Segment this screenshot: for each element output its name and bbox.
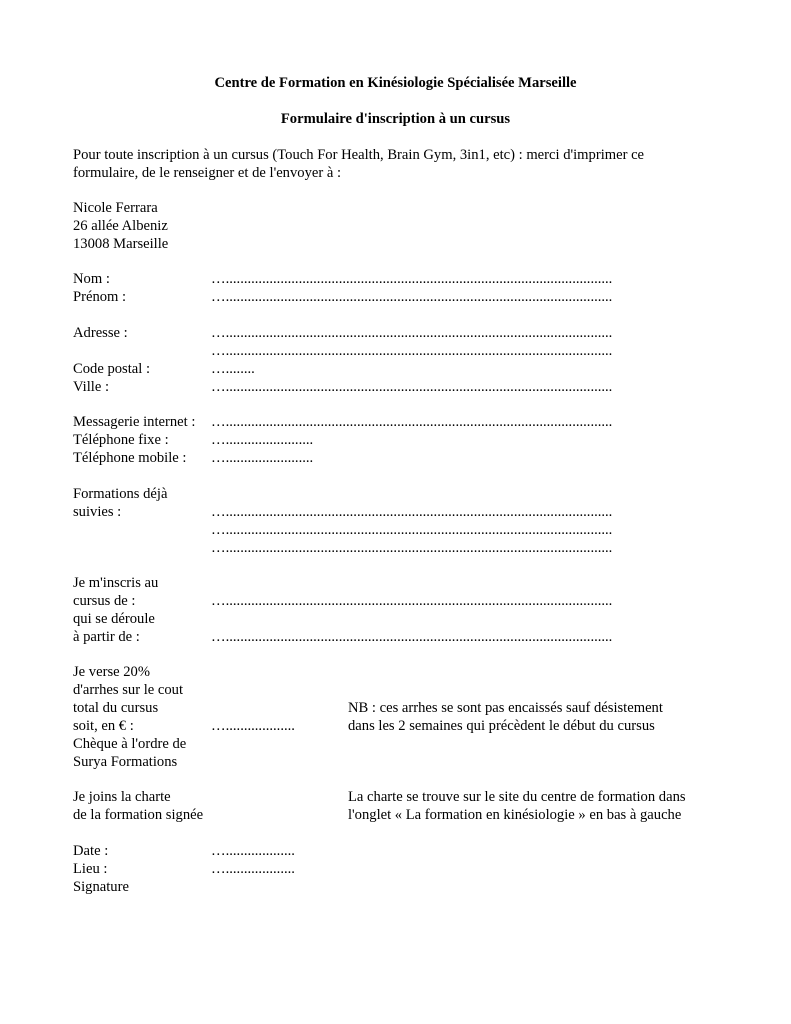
intro-line-2: formulaire, de le renseigner et de l'envoyer à :	[73, 165, 342, 181]
code-postal-field[interactable]: …........	[211, 361, 255, 377]
signature-label: Signature	[73, 879, 129, 895]
messagerie-label: Messagerie internet :	[73, 414, 196, 430]
verse-label-1: Je verse 20%	[73, 664, 150, 680]
charte-note-line-2: l'onglet « La formation en kinésiologie » en bas à gauche	[348, 807, 682, 823]
formations-field-3[interactable]: …..........................................................................................................	[211, 540, 613, 556]
montant-field[interactable]: …...................	[211, 718, 295, 734]
charte-label-2: de la formation signée	[73, 807, 204, 823]
nom-field[interactable]: …..........................................................................................................	[211, 271, 613, 287]
form-subtitle: Formulaire d'inscription à un cursus	[280, 111, 511, 127]
date-label: Date :	[73, 843, 109, 859]
intro-line-1: Pour toute inscription à un cursus (Touch For Health, Brain Gym, 3in1, etc) : merci d'imprimer ce	[73, 147, 645, 163]
verse-label-5: Chèque à l'ordre de	[73, 736, 187, 752]
date-field[interactable]: …...................	[211, 843, 295, 859]
inscris-label-1: Je m'inscris au	[73, 575, 159, 591]
verse-label-4: soit, en € :	[73, 718, 134, 734]
adresse-field-2[interactable]: …..........................................................................................................	[211, 343, 613, 359]
formations-label-1: Formations déjà	[73, 486, 168, 502]
inscris-label-2: cursus de :	[73, 593, 136, 609]
lieu-field[interactable]: …...................	[211, 861, 295, 877]
document-title: Centre de Formation en Kinésiologie Spécialisée Marseille	[214, 75, 577, 91]
messagerie-field[interactable]: …..........................................................................................................	[211, 414, 613, 430]
recipient-city: 13008 Marseille	[73, 236, 169, 252]
cursus-field[interactable]: …..........................................................................................................	[211, 593, 613, 609]
ville-field[interactable]: …..........................................................................................................	[211, 379, 613, 395]
formations-field-2[interactable]: …..........................................................................................................	[211, 522, 613, 538]
recipient-street: 26 allée Albeniz	[73, 218, 168, 234]
date-debut-field[interactable]: …..........................................................................................................	[211, 629, 613, 645]
telephone-mobile-field[interactable]: …........................	[211, 450, 314, 466]
verse-label-3: total du cursus	[73, 700, 159, 716]
ville-label: Ville :	[73, 379, 110, 395]
inscris-label-4: à partir de :	[73, 629, 140, 645]
inscris-label-3: qui se déroule	[73, 611, 155, 627]
adresse-field-1[interactable]: …..........................................................................................................	[211, 325, 613, 341]
telephone-fixe-field[interactable]: …........................	[211, 432, 314, 448]
charte-note-line-1: La charte se trouve sur le site du centre de formation dans	[348, 789, 686, 805]
prenom-label: Prénom :	[73, 289, 127, 305]
nb-note-line-1: NB : ces arrhes se sont pas encaissés sauf désistement	[348, 700, 663, 716]
adresse-label: Adresse :	[73, 325, 128, 341]
nom-label: Nom :	[73, 271, 110, 287]
lieu-label: Lieu :	[73, 861, 108, 877]
recipient-name: Nicole Ferrara	[73, 200, 158, 216]
formations-field-1[interactable]: …..........................................................................................................	[211, 504, 613, 520]
formations-label-2: suivies :	[73, 504, 122, 520]
prenom-field[interactable]: …..........................................................................................................	[211, 289, 613, 305]
verse-label-2: d'arrhes sur le cout	[73, 682, 184, 698]
nb-note-line-2: dans les 2 semaines qui précèdent le début du cursus	[348, 718, 655, 734]
verse-label-6: Surya Formations	[73, 754, 178, 770]
telephone-mobile-label: Téléphone mobile :	[73, 450, 187, 466]
telephone-fixe-label: Téléphone fixe :	[73, 432, 169, 448]
charte-label-1: Je joins la charte	[73, 789, 171, 805]
code-postal-label: Code postal :	[73, 361, 151, 377]
